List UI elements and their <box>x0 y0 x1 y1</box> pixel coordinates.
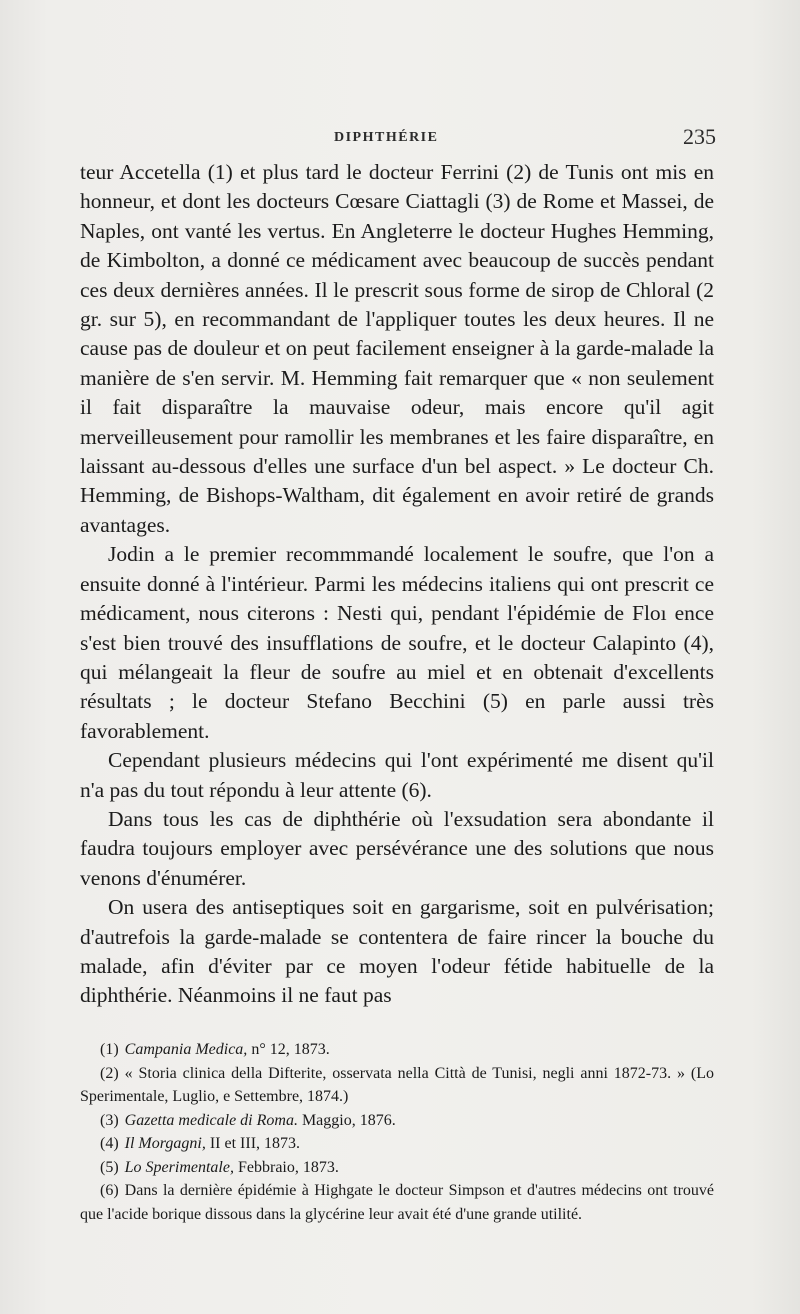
footnote-title: Il Morgagni, <box>124 1135 206 1152</box>
footnotes <box>80 1038 714 1226</box>
footnote-text: Maggio, 1876. <box>297 1111 396 1129</box>
footnote-text: n° 12, 1873. <box>247 1041 330 1058</box>
footnote-text: Dans la dernière épidémie à Highgate le docteur Simpson et d'autres médecins ont trouvé que l'acide borique dissous dans la glycérine leur avait été d'une grande utilité. <box>80 1182 714 1223</box>
footnote-title: Lo Sperimentale, <box>124 1158 234 1176</box>
paragraph-antiseptiques: On usera des antiseptiques soit en gargarisme, soit en pulvérisation; d'autrefois la garde-malade se contentera de faire rincer la bouche du malade, afin d'éviter par ce moyen l'odeur fétide habituelle de la diphthérie. Néanmoins il ne faut pas <box>80 895 714 1008</box>
paragraph-soufre: Jodin a le premier recommmandé localement le soufre, que l'on a ensuite donné à l'intérieur. Parmi les médecins italiens qui ont prescrit ce médicament, nous citerons : Nesti qui, pendant l'épidémie de Floı ence s'est bien trouvé des insufflations de soufre, et le docteur Calapinto (4), qui mélangeait la fleur de soufre au miel et en obtenait d'excellents résultats ; le docteur Stefano Becchini (5) en parle aussi très favorablement. <box>80 542 714 743</box>
footnote-number: (2) <box>100 1064 119 1082</box>
footnote-number: (3) <box>100 1111 119 1129</box>
paragraph-continuation: teur Accetella (1) et plus tard le docteur Ferrini (2) de Tunis ont mis en honneur, et dont les docteurs Cœsare Ciattagli (3) de Rome et Massei, de Naples, ont vanté les vertus. En Angleterre le docteur Hughes Hemming, de Kimbolton, a donné ce médicament avec beaucoup de succès pendant ces deux dernières années. Il le prescrit sous forme de sirop de Chloral (2 gr. sur 5), en recommandant de l'appliquer toutes les deux heures. Il ne cause pas de douleur et on peut facilement enseigner à la garde-malade la manière de s'en servir. M. Hemming fait remarquer que « non seulement il fait disparaître la mauvaise odeur, mais encore qu'il agit merveilleusement pour ramollir les membranes et les faire disparaître, en laissant au-dessous d'elles une surface d'un bel aspect. » Le docteur Ch. Hemming, de Bishops-Waltham, dit également en avoir retiré de grands avantages. <box>80 160 714 537</box>
footnote <box>80 1109 714 1133</box>
footnote <box>80 1132 714 1156</box>
footnote-title: Gazetta medicale di Roma. <box>124 1111 298 1129</box>
page-number: 235 <box>683 124 716 149</box>
footnote <box>80 1179 714 1226</box>
footnote-number: (4) <box>100 1135 119 1152</box>
paragraph-cependant: Cependant plusieurs médecins qui l'ont expérimenté me disent qu'il n'a pas du tout répondu à leur attente (6). <box>80 748 714 802</box>
footnote-text: Febbraio, 1873. <box>233 1158 339 1176</box>
body-text <box>80 158 714 1011</box>
paragraph-exsudation: Dans tous les cas de diphthérie où l'exsudation sera abondante il faudra toujours employer avec persévérance une des solutions que nous venons d'énumérer. <box>80 806 714 890</box>
footnote-number: (1) <box>100 1041 119 1058</box>
footnote-text: « Storia clinica della Difterite, osservata nella Città de Tunisi, negli anni 1872-73. » (Lo Sperimentale, Luglio, e Settembre, 1874.) <box>80 1064 714 1105</box>
page-header <box>80 124 716 154</box>
footnote <box>80 1038 714 1062</box>
footnote-number: (5) <box>100 1158 119 1176</box>
footnote-title: Campania Medica, <box>124 1041 248 1058</box>
footnote <box>80 1062 714 1109</box>
running-head: DIPHTHÉRIE <box>334 130 439 145</box>
footnote-text: II et III, 1873. <box>205 1135 301 1152</box>
footnote <box>80 1156 714 1180</box>
footnote-number: (6) <box>100 1182 119 1199</box>
